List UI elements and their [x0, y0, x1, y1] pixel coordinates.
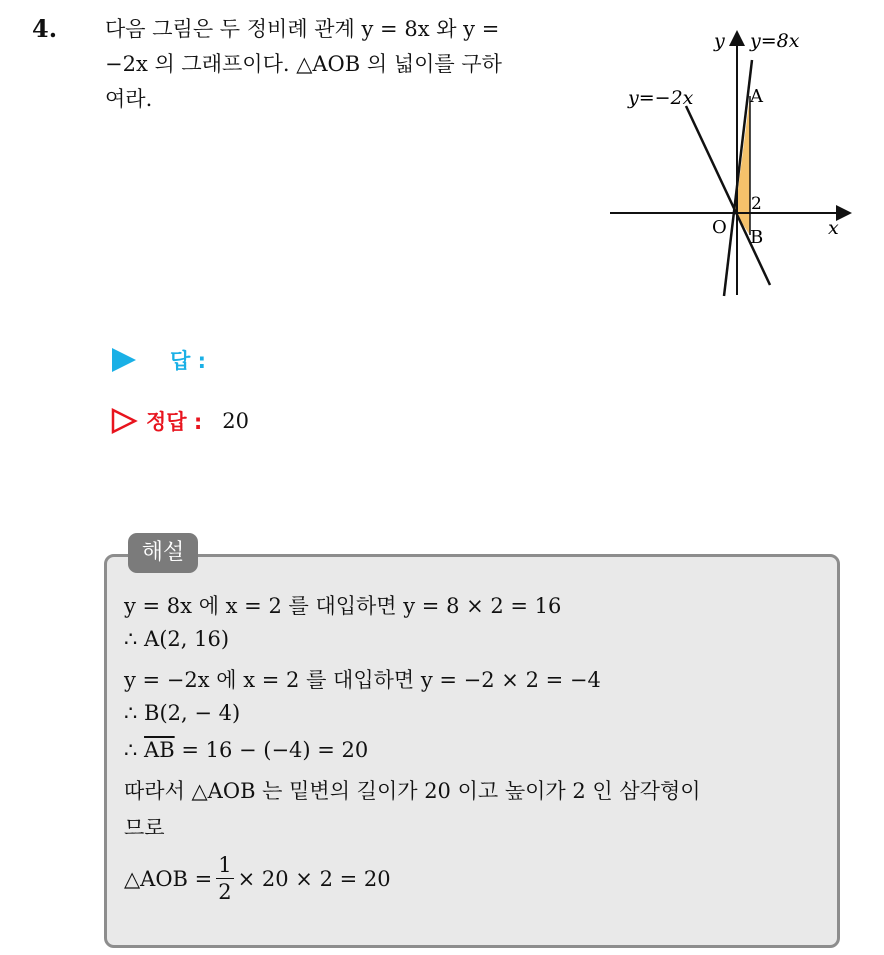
final-prefix: △AOB = [124, 866, 213, 891]
line1-label: y=8x [750, 30, 800, 52]
origin-label: O [712, 217, 727, 238]
answer-row [110, 345, 206, 375]
play-icon [110, 346, 138, 374]
ab-equation: = 16 − (−4) = 20 [174, 738, 369, 762]
solution-tab: 해설 [128, 533, 198, 573]
line2-label: y=−2x [628, 87, 694, 109]
solution-final-line [124, 852, 391, 905]
question-text [105, 12, 585, 117]
solution-line: 므로 [124, 816, 165, 840]
answer-label: 답 : [170, 349, 206, 373]
segment-ab-text: $\overline{AB}$ [144, 738, 175, 762]
point-a-label: A [750, 86, 763, 107]
question-line: 여라. [105, 87, 153, 111]
solution-line: y = 8x 에 x = 2 를 대입하면 y = 8 × 2 = 16 [124, 594, 562, 618]
fraction-numerator: 1 [218, 853, 232, 877]
question-number: 4. [32, 14, 58, 43]
y-axis-label: y [714, 30, 725, 52]
therefore-symbol: ∴ [124, 738, 145, 762]
correct-label: 정답 : [146, 410, 203, 434]
correct-answer-row [110, 406, 249, 436]
fraction-denominator: 2 [218, 880, 232, 904]
x-tick-label: 2 [751, 194, 762, 214]
solution-line-ab [124, 738, 368, 762]
x-axis-label: x [828, 217, 839, 239]
proportion-graph [600, 20, 860, 305]
solution-line: 따라서 △AOB 는 밑변의 길이가 20 이고 높이가 2 인 삼각형이 [124, 779, 701, 803]
final-suffix: × 20 × 2 = 20 [237, 866, 391, 891]
question-line: −2x 의 그래프이다. △AOB 의 넓이를 구하 [105, 52, 502, 76]
solution-line: ∴ A(2, 16) [124, 627, 230, 651]
question-line: 다음 그림은 두 정비례 관계 y = 8x 와 y = [105, 17, 500, 41]
solution-line: ∴ B(2, − 4) [124, 701, 241, 725]
point-b-label: B [750, 227, 764, 248]
solution-line: y = −2x 에 x = 2 를 대입하면 y = −2 × 2 = −4 [124, 668, 601, 692]
fraction [216, 852, 233, 905]
play-outline-icon [110, 407, 138, 435]
correct-value: 20 [222, 409, 250, 433]
